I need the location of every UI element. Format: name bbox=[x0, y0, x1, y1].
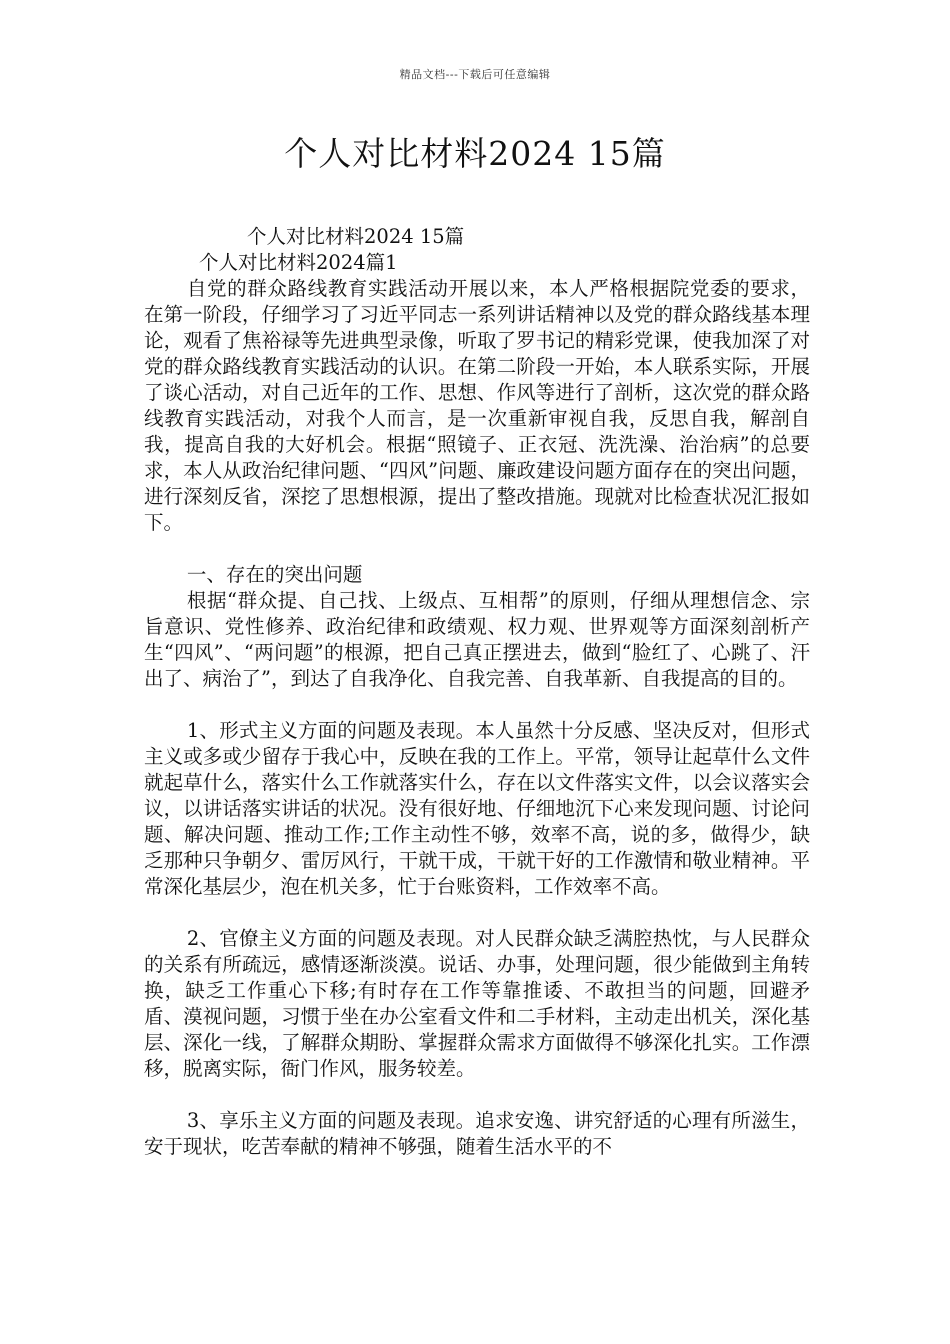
document-title: 个人对比材料2024 15篇 bbox=[284, 134, 666, 173]
part-heading: 个人对比材料2024篇1 bbox=[199, 251, 398, 274]
item-paragraph-3: 3、享乐主义方面的问题及表现。追求安逸、讲究舒适的心理有所滋生，安于现状，吃苦奉献的精神不够强，随着生活水平的不 bbox=[144, 1109, 810, 1158]
subtitle: 个人对比材料2024 15篇 bbox=[247, 225, 465, 248]
item-paragraph-2: 2、官僚主义方面的问题及表现。对人民群众缺乏满腔热忱，与人民群众的关系有所疏远，感情逐渐淡漠。说话、办事，处理问题，很少能做到主角转换，缺乏工作重心下移;有时存在工作等靠推诿、不敢担当的问题，回避矛盾、漠视问题，习惯于坐在办公室看文件和二手材料，主动走出机关，深化基层、深化一线，了解群众期盼、掌握群众需求方面做得不够深化扎实。工作漂移，脱离实际，衙门作风，服务较差。 bbox=[144, 927, 810, 1080]
item-paragraph-1: 1、形式主义方面的问题及表现。本人虽然十分反感、坚决反对，但形式主义或多或少留存于我心中，反映在我的工作上。平常，领导让起草什么文件就起草什么，落实什么工作就落实什么，存在以文件落实文件，以会议落实会议，以讲话落实讲话的状况。没有很好地、仔细地沉下心来发现问题、讨论问题、解决问题、推动工作;工作主动性不够，效率不高，说的多，做得少，缺乏那种只争朝夕、雷厉风行，干就干成，干就干好的工作激情和敬业精神。平常深化基层少，泡在机关多，忙于台账资料，工作效率不高。 bbox=[144, 719, 810, 898]
section-paragraph: 根据“群众提、自己找、上级点、互相帮”的原则，仔细从理想信念、宗旨意识、党性修养、政治纪律和政绩观、权力观、世界观等方面深刻剖析产生“四风”、“两问题”的根源，把自己真正摆进去，做到“脸红了、心跳了、汗出了、病治了”，到达了自我净化、自我完善、自我革新、自我提高的目的。 bbox=[144, 589, 810, 690]
header-note: 精品文档---下载后可任意编辑 bbox=[399, 68, 551, 81]
document-body bbox=[144, 224, 810, 1160]
section-heading: 一、存在的突出问题 bbox=[186, 563, 363, 586]
intro-paragraph: 自党的群众路线教育实践活动开展以来，本人严格根据院党委的要求，在第一阶段，仔细学习了习近平同志一系列讲话精神以及党的群众路线基本理论，观看了焦裕禄等先进典型录像，听取了罗书记的精彩党课，使我加深了对党的群众路线教育实践活动的认识。在第二阶段一开始，本人联系实际，开展了谈心活动，对自己近年的工作、思想、作风等进行了剖析，这次党的群众路线教育实践活动，对我个人而言，是一次重新审视自我，反思自我，解剖自我，提高自我的大好机会。根据“照镜子、正衣冠、洗洗澡、治治病”的总要求，本人从政治纪律问题、“四风”问题、廉政建设问题方面存在的突出问题，进行深刻反省，深挖了思想根源，提出了整改措施。现就对比检查状况汇报如下。 bbox=[144, 277, 810, 534]
